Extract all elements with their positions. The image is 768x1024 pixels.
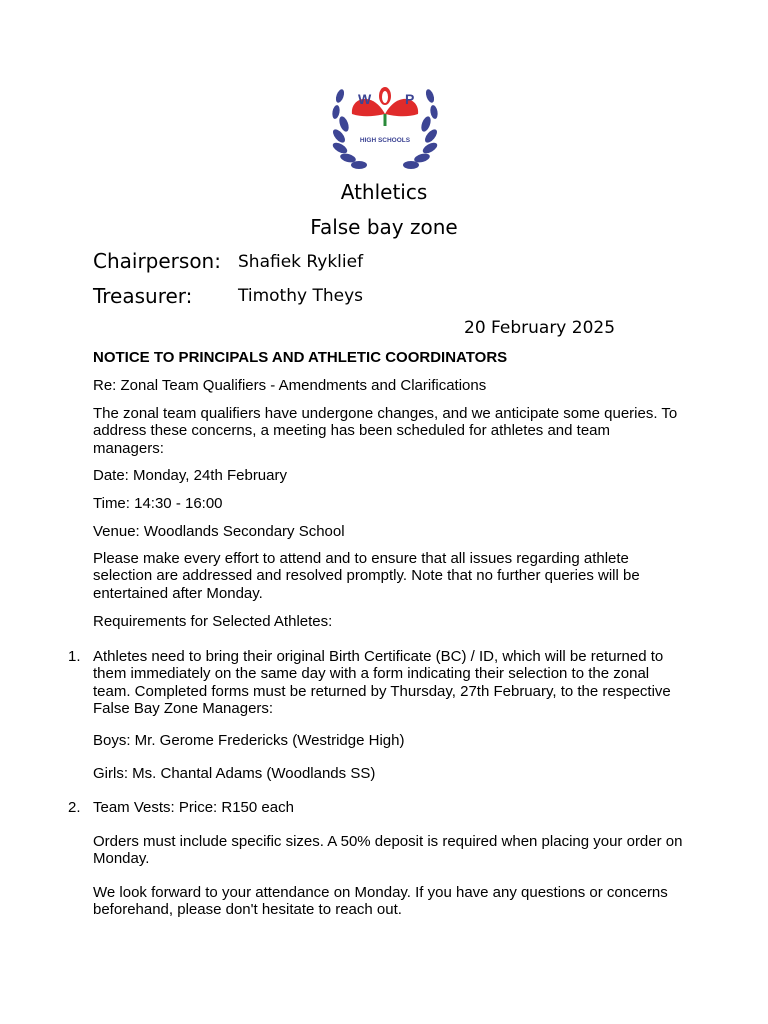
meeting-date: Date: Monday, 24th February — [93, 467, 287, 484]
intro-paragraph: The zonal team qualifiers have undergone changes, and we anticipate some queries. To address these concerns, a meeting has been scheduled for athletes and team managers: — [93, 405, 678, 457]
list-number-1: 1. — [68, 648, 81, 665]
meeting-venue: Venue: Woodlands Secondary School — [93, 523, 345, 540]
logo-caption: HIGH SCHOOLS — [359, 137, 411, 144]
closing-paragraph: We look forward to your attendance on Monday. If you have any questions or concerns beforehand, please don't hesitate to reach out. — [93, 884, 668, 919]
re-line: Re: Zonal Team Qualifiers - Amendments and Clarifications — [93, 377, 487, 394]
chairperson-label: Chairperson: — [93, 249, 221, 273]
wp-high-schools-logo — [330, 84, 440, 176]
notice-heading: NOTICE TO PRINCIPALS AND ATHLETIC COORDINATORS — [93, 349, 508, 366]
girls-manager: Girls: Ms. Chantal Adams (Woodlands SS) — [93, 765, 376, 782]
chairperson-name: Shafiek Ryklief — [238, 252, 364, 272]
boys-manager: Boys: Mr. Gerome Fredericks (Westridge High) — [93, 732, 405, 749]
document-subtitle: False bay zone — [310, 215, 458, 239]
document-title: Athletics — [340, 180, 428, 204]
list-number-2: 2. — [68, 799, 81, 816]
meeting-time: Time: 14:30 - 16:00 — [93, 495, 223, 512]
logo-letter-p: P — [405, 91, 415, 107]
requirement-1-text: Athletes need to bring their original Birth Certificate (BC) / ID, which will be returned to them immediately on the same day with a form indicating their selection to the zonal team. Completed forms must be returned by Thursday, 27th February, to the respective False Bay Zone Managers: — [93, 648, 671, 718]
logo-letter-w: W — [358, 91, 372, 107]
letter-date: 20 February 2025 — [464, 318, 616, 338]
attendance-paragraph: Please make every effort to attend and to ensure that all issues regarding athlete selection are addressed and resolved promptly. Note that no further queries will be entertained after Monday. — [93, 550, 640, 602]
orders-paragraph: Orders must include specific sizes. A 50% deposit is required when placing your order on Monday. — [93, 833, 683, 868]
treasurer-name: Timothy Theys — [238, 286, 363, 306]
requirements-heading: Requirements for Selected Athletes: — [93, 613, 333, 630]
treasurer-label: Treasurer: — [93, 284, 193, 308]
requirement-2-text: Team Vests: Price: R150 each — [93, 799, 294, 816]
